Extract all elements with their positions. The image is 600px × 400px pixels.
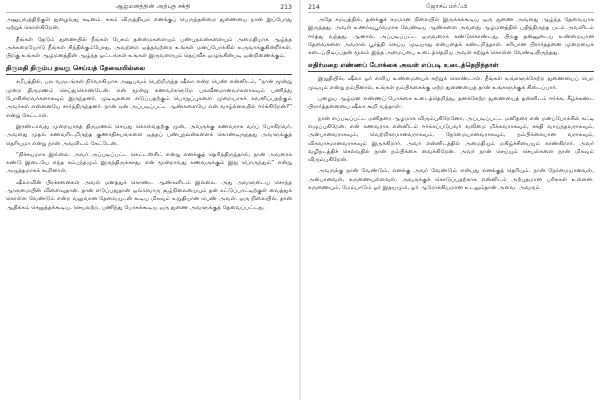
left-section-heading: திருமதி திரும்ப தவறு செய்யத் தேவையில்லை xyxy=(6,64,292,75)
right-page-number: 214 xyxy=(308,3,320,11)
right-prayer-paragraph: நான் எப்படிப்பட்ட மனிதரை ஆழமாக விரும்புகிறேனோ, அப்படிப்பட்ட மனிதரை என் மனப்போக்கில் கட்டி எழுப்புகிறேன். என் கணவராக என்னிடம் ஈர்க்கப்படுபவர் வலிமை மிக்கவராகவும், சக்தி வாய்ந்தவராகவும், அன்பானவராகவும், வெற்றிகரமானவராகவும், நேர்மையானவராகவும், நம்பிக்கையான வராகவும், விசுவாசமானவராகவும் இருக்கிறார். அவர் என்னிடத்தில் அமைதியும் மகிழ்ச்சியையும் காண்கிறார். அவர் வழிநடத்திச் செல்வதில் நான் நம்பிக்கை வைக்கிறேன். அவர் நான் செய்யும் செயல்களை நான் மிகவும் விரும்புகிறேன். xyxy=(308,115,594,164)
right-page xyxy=(302,0,600,400)
left-paragraph: நீங்கள் தேடும் துணையில் நீங்கள் பேசும் தன்மைகளையும் பண்புநலன்களையும் அமைதியாக ஆழ்ந்த அக்கறையோடு நீங்கள் சிந்திக்கும்போது, அவற்றை ஒத்தவற்றை உங்கள் மனப்போக்கில் உருவாக்குகின்றீர்கள். பிறகு உங்கள் ஆழ்மனத்தின் ஆழ்ந்த ஓட்டங்கள் உங்கள் இருவரையும் தெய்வீக ஒழுங்கின்படி ஒன்றிணைக்கும். xyxy=(6,36,292,60)
right-paragraph: அதே சமயத்தில், தனக்குச் சமமான நிலையில் இருக்கக்கூடிய ஒரு துணை அவளது ஆழ்ந்த தேவையாக இருந்தது. அவள் உணர்வுபூர்வமாக வேண்டிய ஆண்களை அவளது ஆழ்மனத்தில் பதிந்திருந்த படம் அவளிடம் ஈர்த்து வந்தது. ஆனால், அப்படிப்பட்ட ஒருவரைக் கண்டுகொண்டது, பிறகு தன்னுடைய உண்மையான தேவைகளை அவரால் பூர்த்தி செய்ய முடியாது என்பதைக் கண்டறிந்தாள். சரியான பிரார்த்தனை முறையைக் கடைப்பிடிப்பதன் மூலம் இந்த அமைப்பை உடைத்தெறிய அவள் கற்றுக் கொள்ள வேண்டியிருந்தது. xyxy=(308,17,594,57)
right-running-header xyxy=(308,2,594,13)
right-section-paragraph: பழைய ஆழ்மன எண்ணப் போக்கை உடைத்தெறிந்து, தனக்கேற்ற துணையைத் தன்னிடம் ஈர்க்க, கீழ்க்கண்ட பிரார்த்தனையை ஷீலா கூறி வந்தாள்: xyxy=(308,96,594,111)
right-header-title: ஜோசப் மர்ஃபி xyxy=(426,3,468,10)
left-section-paragraph: சமீபத்தில், பல வருடங்கள் நிர்வாகியாக அனுபவம் பெற்றிருந்த ஷீலா என்ற பெண் என்னிடம், “நான் மூன்று முறை திருமணம் செய்துகொண்டேன். என் மூன்று கணவர்களுமே பலவீனமானவர்களாகவும் பணிந்து போகின்றவர்களாகவும் இருந்தனர். முடிவுகளை எடுப்பதற்கும் பொறுப்புகளை முறையாகக் கவனிப்பதற்கும் அவர்கள் என்னையே சார்ந்திருந்தனர். நான் ஏன் அப்படிப்பட்ட ஆண்களையே என் வாழ்க்கையில் ஈர்க்கிறேன்?” என்று கேட்டாள். xyxy=(6,79,292,119)
right-section-heading: எதிர்மறை எண்ணப் போக்கை அவள் எப்படி உடைத்தெறிந்தாள் xyxy=(308,61,594,72)
left-running-header xyxy=(6,2,292,13)
book-gutter xyxy=(299,0,301,400)
right-section-paragraph: இறுதியில், ஷீலா ஓர் எளிய உண்மையைக் கற்றுக் கொண்டாள். நீங்கள் உங்களுக்கேற்ற துணையைப் பெற முடியும் என்று நம்பினால், உங்கள் நம்பிக்கைக்கு ஏற்ற துணையைத் தான் உங்களுக்குக் கிடைப்பார். xyxy=(308,76,594,91)
left-page xyxy=(0,0,298,400)
left-paragraph: அனுபவத்திற்குள் நுழைவது கடினம். சுகம் விருத்தியும் எனக்குப் பெருந்தன்மை துணையை நான் இப்போது ஏற்றுக் கொள்கிறேன். xyxy=(6,17,292,32)
right-prayer-paragraph: அவருக்கு நான் வேண்டும், எனக்கு அவர் வேண்டும் என்பது எனக்குத் தெரியும். நான் நேர்மையானவள், அன்பானவள், கருணையுள்ளவள். அவருக்குக் கொடுப்பதற்காக என்னிடம் அற்புதமான பரிசுகள் உள்ளன. கருணையும், மேம்பாடும் ஓர் இதயமும், ஓர் ஆரோக்கியமான உடலும்தான் அவை. அவரும் xyxy=(308,168,594,192)
left-section-paragraph: “நிச்சயமாக இல்லை. அவர் அப்படிப்பட்ட கெட்டஸ்கிட் என்று எனக்குத் தெரிந்திருந்தால், நான் அவரைக் கண்டு இடையே எந்த சம்பந்தமும் இருந்திருக்காது. என் மூன்றாவது கணவருக்கும் இது பொருந்தும்” என்று அழுத்தமாகக் கூறினாள். xyxy=(6,151,292,175)
left-section-paragraph: இரண்டாவது முறையாகத் திருமணம் செய்து கொள்வதற்கு முன், அவருக்கு கணவராக வரப் போகிறவர், அவளது முதல் கணவரிடமிருந்த குணாதிசயங்களை ஒத்தப் பண்புநலன்களைக் கொண்டிருந்தது அவளுக்குத் தெரியுமா என்று நான் அவளிடம் கேட்டேன். xyxy=(6,123,292,147)
left-section-paragraph: ஷீலாவின் பிரச்சனைகள் அவள் மனத்துக் கொண்ட ஆண்களிடம் இல்லை. அது அவளுடைய சொந்த ஆளுமையின் விளைவுதான். தான் எடுப்பதுதான் ஒவ்வொரு சூழ்நிலையையும் தன் கட்டுப்பாட்டிற்குள் வைத்துக் கொள்ள வேண்டும் என்ற வலுவான தேவையுடன் கூடிய மிகவும் உறுதியான பெண் அவள். ஒரு நிலையில், தான் ஆதிக்கம் செலுத்தக்கூடிய, செயலற்ற, பணிந்து போகக்கூடிய ஒரு துணை அவளுக்குத் தேவைப்பட்டது. xyxy=(6,179,292,211)
left-page-number: 213 xyxy=(280,3,292,11)
left-header-title: ஆழ்மனத்தின் அற்புத சக்தி xyxy=(115,3,191,10)
